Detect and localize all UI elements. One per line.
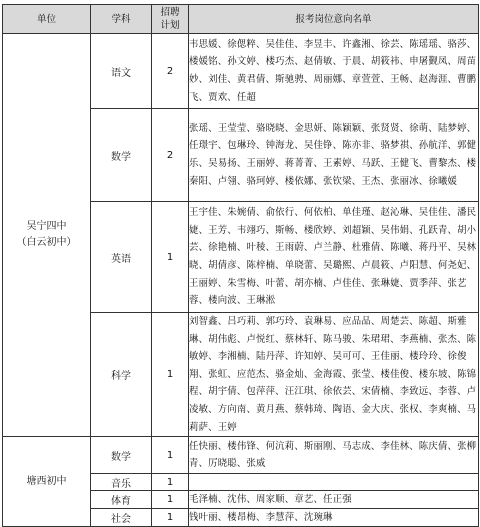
- unit-cell: [3, 437, 91, 527]
- applicant-table: [2, 4, 479, 527]
- plan-cell: 1: [152, 437, 189, 474]
- names-cell: 王宇佳、朱婉倩、俞依行、何依柏、单佳瑾、赵沁琳、吴佳佳、潘民婕、王芳、韦翊巧、斯畅、楼欣婷、刘超颖、吴伟娟、孔跃青、胡小芸、徐艳楠、叶稜、王雨蔚、卢兰静、杜雅倩、陈曦、蒋丹平、吴林晓、胡倩彦、陈梓楠、单晓蕾、吴璐熙、卢晨筱、卢阳慧、何尧妃、王丽婷、朱雪梅、叶蕾、胡亦楠、卢佳佳、张琳婕、贾季萍、张艺蓉、楼向波、王琳淞: [189, 202, 479, 313]
- subject-cell: 语文: [91, 34, 152, 109]
- subject-cell: 体育: [91, 491, 152, 509]
- unit-cell: [3, 34, 91, 437]
- header-names: 报考岗位意向名单: [189, 5, 479, 34]
- table-row: [3, 437, 479, 474]
- header-unit: 单位: [3, 5, 91, 34]
- subject-cell: 社会: [91, 509, 152, 527]
- table-row: [3, 34, 479, 109]
- names-cell: 刘智鑫、吕巧莉、郭巧玲、袁琳易、应品品、周楚芸、陈超、斯雅琳、胡伟彪、卢悦红、蔡林轩、陈马骏、朱珺珺、李燕楠、张杰、陈敏婷、李湘楠、陆丹萍、许知婷、吴可可、王佳丽、楼玲玲、徐俊翔、张虹、应范杰、骆金灿、金海霞、张莹、楼佳俊、楼东坡、陈锦程、胡宇倩、包萍萍、汪江琪、徐依芸、宋倩楠、李致远、李蓉、卢凌敏、方向南、黄月燕、蔡韩琦、陶语、金大庆、张权、李爽楠、马莉萨、王婷: [189, 313, 479, 437]
- subject-cell: 英语: [91, 202, 152, 313]
- table-header-row: [3, 5, 479, 34]
- subject-cell: 数学: [91, 109, 152, 202]
- names-cell: 任快丽、楼伟锋、何沆莉、斯丽刚、马志成、李佳林、陈庆倩、张柳青、厉晓聪、张威: [189, 437, 479, 474]
- plan-cell: 1: [152, 491, 189, 509]
- names-cell: 张瑶、王莹莹、骆晓晓、金思妍、陈颖颖、张贤贤、徐萌、陆梦婷、任璟宇、包琳玲、钟海龙、吴佳铮、陈亦非、骆梦祺、孙航洋、郭健乐、吴易扬、王丽婷、蒋菁菁、王素婷、马跃、王健飞、曹黎杰、楼秦阳、卢翎、骆珂婷、楼依娜、张钦梁、王杰、张丽冰、徐曦媛: [189, 109, 479, 202]
- unit-name: 吴宁四中: [26, 221, 67, 233]
- names-cell: 钱叶丽、楼昂梅、李慧萍、沈琬琳: [189, 509, 479, 527]
- plan-cell: 1: [152, 474, 189, 491]
- plan-cell: 1: [152, 509, 189, 527]
- subject-cell: 音乐: [91, 474, 152, 491]
- names-cell: 毛泽楠、沈伟、周家顺、章艺、任正强: [189, 491, 479, 509]
- plan-cell: 2: [152, 34, 189, 109]
- names-cell: 韦思媛、徐偲粹、吴佳佳、李昱丰、许鑫湘、徐芸、陈瑶瑶、骆莎、楼媛铭、孙文婷、楼巧杰、赵倩敏、于晨、胡筱祎、申屠觐凤、周苗妙、刘佳、黄君倩、斯驰骋、周丽娜、章萱萱、王畅、赵海涯、曹鹏飞、贾欢、任超: [189, 34, 479, 109]
- subject-cell: 科学: [91, 313, 152, 437]
- header-subject: 学科: [91, 5, 152, 34]
- plan-cell: 2: [152, 109, 189, 202]
- plan-cell: 1: [152, 313, 189, 437]
- names-cell: [189, 474, 479, 491]
- subject-cell: 数学: [91, 437, 152, 474]
- unit-subname: （白云初中）: [16, 237, 77, 249]
- plan-cell: 1: [152, 202, 189, 313]
- unit-name: 塘西初中: [26, 475, 67, 487]
- header-plan: 招聘 计划: [152, 5, 189, 34]
